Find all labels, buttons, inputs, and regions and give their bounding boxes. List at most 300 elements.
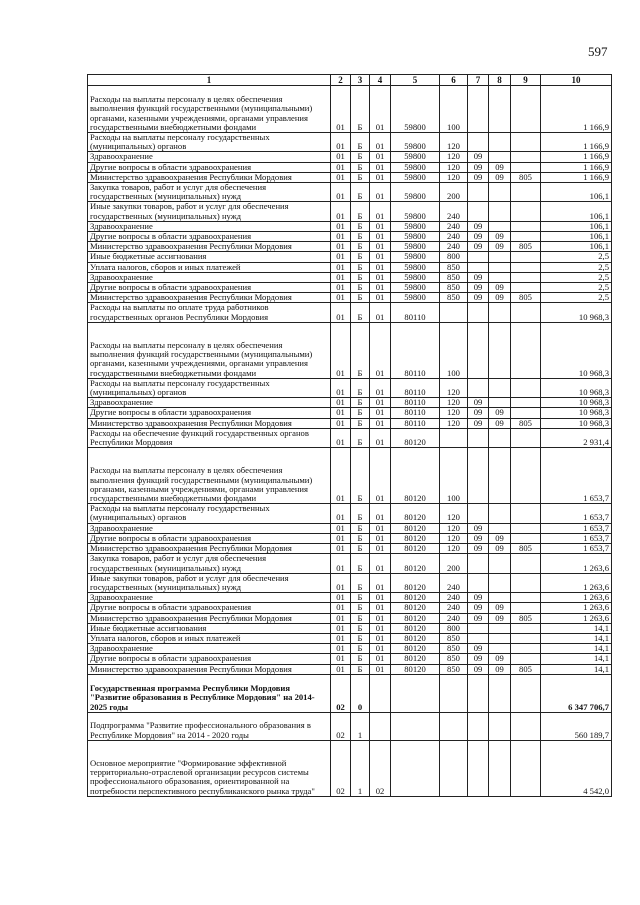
- row-code: 01: [370, 573, 391, 592]
- row-code: 09: [489, 293, 511, 303]
- row-code: [511, 283, 541, 293]
- column-header: 1: [88, 75, 331, 86]
- row-code: 01: [331, 378, 351, 397]
- row-code: 200: [440, 554, 468, 573]
- row-code: 120: [440, 533, 468, 543]
- column-header: 7: [468, 75, 489, 86]
- row-code: 850: [440, 664, 468, 674]
- row-code: 09: [468, 162, 489, 172]
- row-code: 800: [440, 623, 468, 633]
- row-description: Другие вопросы в области здравоохранения: [88, 283, 331, 293]
- row-code: 09: [489, 283, 511, 293]
- row-code: 01: [370, 418, 391, 428]
- row-code: [468, 133, 489, 152]
- column-header: 10: [541, 75, 612, 86]
- row-code: Б: [351, 262, 370, 272]
- row-code: 01: [370, 202, 391, 221]
- row-code: 09: [468, 293, 489, 303]
- row-code: [489, 740, 511, 796]
- row-code: Б: [351, 272, 370, 282]
- row-code: [391, 712, 440, 740]
- row-code: [440, 712, 468, 740]
- row-code: 01: [331, 523, 351, 533]
- row-code: [489, 523, 511, 533]
- row-code: [489, 303, 511, 322]
- row-code: 80110: [391, 418, 440, 428]
- row-code: 59800: [391, 272, 440, 282]
- row-code: 80120: [391, 664, 440, 674]
- row-code: 59800: [391, 221, 440, 231]
- row-amount: 2,5: [541, 262, 612, 272]
- row-code: 80120: [391, 573, 440, 592]
- row-code: [468, 252, 489, 262]
- row-code: 850: [440, 283, 468, 293]
- row-code: [440, 303, 468, 322]
- row-code: [511, 554, 541, 573]
- row-code: 01: [370, 398, 391, 408]
- row-code: 01: [331, 152, 351, 162]
- row-code: 09: [489, 544, 511, 554]
- row-code: 01: [370, 242, 391, 252]
- row-code: 09: [468, 544, 489, 554]
- row-code: 01: [370, 262, 391, 272]
- row-code: Б: [351, 242, 370, 252]
- row-code: 800: [440, 252, 468, 262]
- row-code: 09: [468, 398, 489, 408]
- table-row: [88, 283, 612, 293]
- row-code: [370, 674, 391, 712]
- table-row: [88, 740, 612, 796]
- row-description: Здравоохранение: [88, 221, 331, 231]
- table-row: [88, 133, 612, 152]
- row-amount: 14,1: [541, 664, 612, 674]
- row-code: Б: [351, 504, 370, 523]
- row-code: [511, 152, 541, 162]
- row-code: 09: [468, 221, 489, 231]
- row-code: [489, 378, 511, 397]
- row-code: Б: [351, 554, 370, 573]
- row-code: 09: [489, 162, 511, 172]
- row-code: 01: [370, 623, 391, 633]
- row-code: Б: [351, 623, 370, 633]
- row-code: [489, 202, 511, 221]
- row-code: [489, 428, 511, 447]
- row-code: 0: [351, 674, 370, 712]
- row-code: [370, 712, 391, 740]
- row-description: Другие вопросы в области здравоохранения: [88, 408, 331, 418]
- row-code: 01: [331, 623, 351, 633]
- row-code: 805: [511, 172, 541, 182]
- row-amount: 1 263,6: [541, 603, 612, 613]
- row-code: 01: [331, 428, 351, 447]
- row-code: Б: [351, 152, 370, 162]
- row-code: 09: [468, 232, 489, 242]
- row-code: Б: [351, 544, 370, 554]
- row-code: 200: [440, 183, 468, 202]
- table-row: [88, 221, 612, 231]
- row-code: 01: [370, 162, 391, 172]
- row-code: 01: [331, 293, 351, 303]
- row-description: Министерство здравоохранения Республики Мордовия: [88, 242, 331, 252]
- row-code: [468, 740, 489, 796]
- row-description: Другие вопросы в области здравоохранения: [88, 162, 331, 172]
- row-amount: 1 263,6: [541, 554, 612, 573]
- row-code: Б: [351, 573, 370, 592]
- row-code: [489, 674, 511, 712]
- row-code: 09: [468, 172, 489, 182]
- row-code: 59800: [391, 293, 440, 303]
- row-amount: 106,1: [541, 242, 612, 252]
- table-row: [88, 378, 612, 397]
- row-code: 09: [468, 593, 489, 603]
- row-code: 120: [440, 504, 468, 523]
- row-code: 120: [440, 172, 468, 182]
- row-code: 850: [440, 293, 468, 303]
- row-code: 01: [331, 504, 351, 523]
- row-code: 09: [468, 242, 489, 252]
- row-code: 09: [489, 664, 511, 674]
- row-code: 01: [331, 252, 351, 262]
- row-code: Б: [351, 398, 370, 408]
- row-code: [511, 378, 541, 397]
- row-code: 59800: [391, 242, 440, 252]
- table-row: [88, 664, 612, 674]
- row-amount: 1 166,9: [541, 172, 612, 182]
- row-description: Здравоохранение: [88, 272, 331, 282]
- row-code: 09: [489, 408, 511, 418]
- row-code: 59800: [391, 152, 440, 162]
- row-code: 01: [331, 272, 351, 282]
- row-code: Б: [351, 378, 370, 397]
- row-code: Б: [351, 644, 370, 654]
- row-code: 59800: [391, 172, 440, 182]
- row-description: Министерство здравоохранения Республики Мордовия: [88, 544, 331, 554]
- row-description: Министерство здравоохранения Республики Мордовия: [88, 293, 331, 303]
- row-amount: 1 653,7: [541, 544, 612, 554]
- table-row: [88, 644, 612, 654]
- row-code: [511, 252, 541, 262]
- row-amount: 1 653,7: [541, 523, 612, 533]
- row-code: 09: [468, 664, 489, 674]
- row-code: 09: [468, 152, 489, 162]
- row-amount: 1 653,7: [541, 533, 612, 543]
- row-code: 09: [468, 523, 489, 533]
- row-code: 09: [489, 613, 511, 623]
- table-row: [88, 252, 612, 262]
- row-code: 01: [370, 152, 391, 162]
- row-code: Б: [351, 293, 370, 303]
- row-code: [511, 183, 541, 202]
- row-amount: 2,5: [541, 293, 612, 303]
- row-code: 01: [370, 86, 391, 133]
- row-code: 02: [331, 712, 351, 740]
- row-description: Другие вопросы в области здравоохранения: [88, 533, 331, 543]
- row-code: [511, 603, 541, 613]
- row-code: 01: [331, 303, 351, 322]
- row-code: [489, 183, 511, 202]
- row-code: 120: [440, 408, 468, 418]
- row-code: 01: [331, 242, 351, 252]
- row-code: 01: [370, 633, 391, 643]
- row-code: [511, 504, 541, 523]
- row-code: 01: [370, 183, 391, 202]
- table-row: [88, 293, 612, 303]
- row-amount: 1 263,6: [541, 593, 612, 603]
- row-description: Расходы на выплаты персоналу государственных (муниципальных) органов: [88, 504, 331, 523]
- row-amount: 6 347 706,7: [541, 674, 612, 712]
- row-code: 120: [440, 544, 468, 554]
- table-row: [88, 633, 612, 643]
- row-code: 100: [440, 86, 468, 133]
- row-code: 09: [489, 418, 511, 428]
- row-code: [511, 133, 541, 152]
- row-code: 01: [370, 544, 391, 554]
- table-body: [88, 86, 612, 797]
- row-description: Министерство здравоохранения Республики Мордовия: [88, 664, 331, 674]
- row-code: 01: [331, 644, 351, 654]
- column-header: 6: [440, 75, 468, 86]
- row-code: 805: [511, 418, 541, 428]
- row-code: Б: [351, 172, 370, 182]
- row-code: 09: [468, 533, 489, 543]
- row-code: [468, 554, 489, 573]
- row-code: Б: [351, 448, 370, 504]
- table-row: [88, 172, 612, 182]
- row-code: Б: [351, 303, 370, 322]
- row-code: [468, 712, 489, 740]
- row-code: 01: [370, 303, 391, 322]
- row-code: [489, 152, 511, 162]
- row-code: 120: [440, 523, 468, 533]
- row-code: [511, 322, 541, 378]
- row-code: Б: [351, 202, 370, 221]
- row-code: 09: [468, 283, 489, 293]
- column-header: 4: [370, 75, 391, 86]
- row-code: [511, 232, 541, 242]
- row-code: 59800: [391, 133, 440, 152]
- row-code: [511, 86, 541, 133]
- row-code: 01: [370, 252, 391, 262]
- row-code: [440, 428, 468, 447]
- row-code: Б: [351, 613, 370, 623]
- row-code: [468, 573, 489, 592]
- row-amount: 10 968,3: [541, 322, 612, 378]
- row-code: 01: [370, 272, 391, 282]
- row-code: [511, 221, 541, 231]
- row-code: 80120: [391, 593, 440, 603]
- row-code: Б: [351, 252, 370, 262]
- row-code: [468, 262, 489, 272]
- table-row: [88, 398, 612, 408]
- table-row: [88, 554, 612, 573]
- row-code: 01: [331, 664, 351, 674]
- row-code: 09: [468, 613, 489, 623]
- row-code: [511, 633, 541, 643]
- row-code: [489, 593, 511, 603]
- row-description: Здравоохранение: [88, 152, 331, 162]
- row-amount: 106,1: [541, 202, 612, 221]
- row-code: Б: [351, 133, 370, 152]
- row-code: 09: [468, 603, 489, 613]
- table-row: [88, 322, 612, 378]
- table-row: [88, 86, 612, 133]
- row-code: 01: [331, 202, 351, 221]
- column-header: 8: [489, 75, 511, 86]
- row-code: 120: [440, 418, 468, 428]
- row-code: [468, 378, 489, 397]
- row-amount: 1 166,9: [541, 162, 612, 172]
- row-description: Министерство здравоохранения Республики Мордовия: [88, 172, 331, 182]
- row-code: 120: [440, 398, 468, 408]
- row-code: [489, 633, 511, 643]
- page-number: 597: [588, 44, 608, 59]
- row-code: 805: [511, 613, 541, 623]
- table-row: [88, 162, 612, 172]
- row-code: 80120: [391, 448, 440, 504]
- row-code: 01: [370, 232, 391, 242]
- row-code: 01: [370, 654, 391, 664]
- row-code: 01: [331, 448, 351, 504]
- row-description: Уплата налогов, сборов и иных платежей: [88, 633, 331, 643]
- row-description: Другие вопросы в области здравоохранения: [88, 232, 331, 242]
- row-code: 1: [351, 712, 370, 740]
- row-code: 240: [440, 593, 468, 603]
- row-code: 80120: [391, 633, 440, 643]
- row-code: Б: [351, 633, 370, 643]
- row-description: Министерство здравоохранения Республики Мордовия: [88, 418, 331, 428]
- row-code: 09: [468, 418, 489, 428]
- row-code: 80110: [391, 378, 440, 397]
- row-code: [511, 202, 541, 221]
- row-code: [489, 712, 511, 740]
- column-header: 3: [351, 75, 370, 86]
- row-code: 59800: [391, 162, 440, 172]
- row-code: 01: [331, 554, 351, 573]
- row-code: [511, 740, 541, 796]
- row-code: [489, 398, 511, 408]
- row-description: Здравоохранение: [88, 523, 331, 533]
- row-code: 120: [440, 133, 468, 152]
- row-code: Б: [351, 593, 370, 603]
- row-code: 01: [331, 654, 351, 664]
- row-code: 02: [331, 740, 351, 796]
- row-code: 240: [440, 242, 468, 252]
- table-row: [88, 272, 612, 282]
- row-code: 01: [331, 613, 351, 623]
- row-code: 80110: [391, 303, 440, 322]
- row-code: 01: [370, 428, 391, 447]
- row-description: Иные бюджетные ассигнования: [88, 252, 331, 262]
- row-code: 09: [468, 654, 489, 664]
- row-code: [468, 86, 489, 133]
- row-code: 240: [440, 613, 468, 623]
- row-code: Б: [351, 654, 370, 664]
- row-code: [489, 448, 511, 504]
- row-code: 01: [331, 232, 351, 242]
- table-row: [88, 654, 612, 664]
- row-code: 80120: [391, 623, 440, 633]
- row-amount: 2,5: [541, 272, 612, 282]
- column-header: 5: [391, 75, 440, 86]
- row-code: 01: [331, 603, 351, 613]
- row-code: [489, 133, 511, 152]
- row-code: 850: [440, 633, 468, 643]
- row-amount: 14,1: [541, 633, 612, 643]
- row-code: [511, 654, 541, 664]
- row-code: 59800: [391, 183, 440, 202]
- table-row: [88, 183, 612, 202]
- row-code: 850: [440, 654, 468, 664]
- row-amount: 1 166,9: [541, 133, 612, 152]
- row-amount: 14,1: [541, 623, 612, 633]
- row-description: Расходы на выплаты персоналу в целях обеспечения выполнения функций государственными (муниципальными) органами, казенными учреждениями, органами управления государственными внебюджетными фондами: [88, 86, 331, 133]
- row-code: 80120: [391, 428, 440, 447]
- row-code: [489, 272, 511, 282]
- row-code: [440, 674, 468, 712]
- row-code: 01: [331, 322, 351, 378]
- row-code: 80120: [391, 533, 440, 543]
- row-code: 01: [370, 133, 391, 152]
- row-code: [468, 183, 489, 202]
- row-description: Другие вопросы в области здравоохранения: [88, 654, 331, 664]
- row-code: [511, 644, 541, 654]
- row-code: Б: [351, 428, 370, 447]
- table-row: [88, 408, 612, 418]
- row-code: Б: [351, 283, 370, 293]
- row-code: 80120: [391, 554, 440, 573]
- row-code: [489, 644, 511, 654]
- row-code: [511, 162, 541, 172]
- row-code: 01: [370, 664, 391, 674]
- row-code: [511, 303, 541, 322]
- row-code: [468, 202, 489, 221]
- row-code: 01: [370, 593, 391, 603]
- row-code: 240: [440, 221, 468, 231]
- row-code: 850: [440, 262, 468, 272]
- row-code: 120: [440, 378, 468, 397]
- table-row: [88, 573, 612, 592]
- row-description: Министерство здравоохранения Республики Мордовия: [88, 613, 331, 623]
- row-code: 01: [331, 183, 351, 202]
- table-row: [88, 202, 612, 221]
- row-code: 09: [468, 272, 489, 282]
- row-code: 59800: [391, 232, 440, 242]
- row-code: [511, 623, 541, 633]
- row-code: 59800: [391, 202, 440, 221]
- table-row: [88, 262, 612, 272]
- table-row: [88, 623, 612, 633]
- row-code: Б: [351, 86, 370, 133]
- row-code: 80120: [391, 613, 440, 623]
- row-code: [440, 740, 468, 796]
- row-amount: 1 166,9: [541, 152, 612, 162]
- row-code: 01: [370, 448, 391, 504]
- row-code: 01: [370, 644, 391, 654]
- row-code: [489, 252, 511, 262]
- row-code: [511, 408, 541, 418]
- row-amount: 1 166,9: [541, 86, 612, 133]
- row-code: Б: [351, 418, 370, 428]
- row-amount: 2,5: [541, 283, 612, 293]
- row-code: [489, 504, 511, 523]
- row-code: 240: [440, 202, 468, 221]
- row-code: [511, 573, 541, 592]
- row-amount: 1 653,7: [541, 448, 612, 504]
- row-code: [391, 740, 440, 796]
- table-header-row: [88, 75, 612, 86]
- row-code: [468, 428, 489, 447]
- row-code: [489, 262, 511, 272]
